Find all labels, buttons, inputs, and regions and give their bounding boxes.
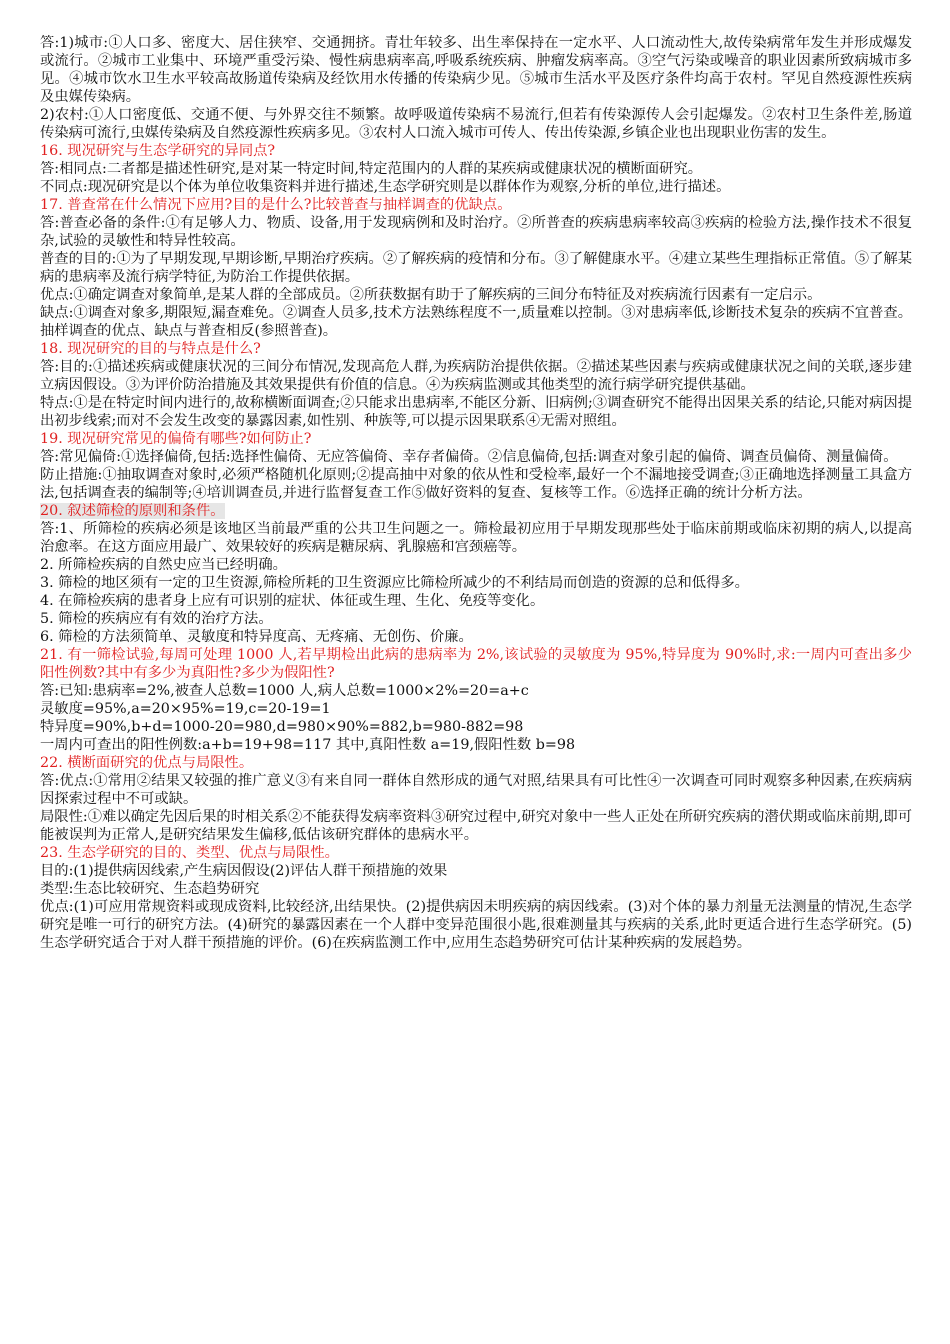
answer-paragraph: 特异度=90%,b+d=1000-20=980,d=980×90%=882,b=980-882=98	[40, 719, 524, 735]
answer-paragraph: 答:1)城市:①人口多、密度大、居住狭窄、交通拥挤。青壮年较多、出生率保持在一定水平、人口流动性大,故传染病常年发生并形成爆发或流行。②城市工业集中、环境严重受污染、慢性病患病率高,呼吸系统疾病、肿瘤发病率高。③空气污染或噪音的职业因素所致病城市多见。④城市饮水卫生水平较高故肠道传染病及经饮用水传播的传染病少见。⑤城市生活水平及医疗条件均高于农村。罕见自然疫源性疾病及虫媒传染病。	[40, 35, 912, 105]
answer-paragraph: 答:目的:①描述疾病或健康状况的三间分布情况,发现高危人群,为疾病防治提供依据。②描述某些因素与疾病或健康状况之间的关联,逐步建立病因假设。③为评价防治措施及其效果提供有价值的信息。④为疾病监测或其他类型的流行病学研究提供基础。	[40, 359, 912, 393]
question-heading: 17. 普查常在什么情况下应用?目的是什么?比较普查与抽样调查的优缺点。	[40, 197, 512, 213]
answer-paragraph: 普查的目的:①为了早期发现,早期诊断,早期治疗疾病。②了解疾病的疫情和分布。③了解健康水平。④建立某些生理指标正常值。⑤了解某病的患病率及流行病学特征,为防治工作提供依据。	[40, 251, 912, 285]
answer-paragraph: 2. 所筛检疾病的自然史应当已经明确。	[40, 557, 287, 573]
answer-paragraph: 2)农村:①人口密度低、交通不便、与外界交往不频繁。故呼吸道传染病不易流行,但若有传染源传人会引起爆发。②农村卫生条件差,肠道传染病可流行,虫媒传染病及自然疫源性疾病多见。③农村人口流入城市可传人、传出传染源,乡镇企业也出现职业伤害的发生。	[40, 107, 912, 141]
answer-paragraph: 优点:(1)可应用常规资料或现成资料,比较经济,出结果快。(2)提供病因未明疾病的病因线索。(3)对个体的暴力剂量无法测量的情况,生态学研究是唯一可行的研究方法。(4)研究的暴露因素在一个人群中变异范围很小匙,很难测量其与疾病的关系,此时更适合进行生态学研究。(5)生态学研究适合于对人群干预措施的评价。(6)在疾病监测工作中,应用生态趋势研究可估计某种疾病的发展趋势。	[40, 899, 912, 951]
question-heading: 19. 现况研究常见的偏倚有哪些?如何防止?	[40, 431, 312, 447]
answer-paragraph: 特点:①是在特定时间内进行的,故称横断面调查;②只能求出患病率,不能区分新、旧病例;③调查研究不能得出因果关系的结论,只能对病因提出初步线索;而对不会发生改变的暴露因素,如性别、种族等,可以提示因果联系④无需对照组。	[40, 395, 912, 429]
question-heading: 16. 现况研究与生态学研究的异同点?	[40, 143, 276, 159]
document-page	[40, 34, 912, 952]
answer-paragraph: 答:已知:患病率=2%,被查人总数=1000 人,病人总数=1000×2%=20=a+c	[40, 683, 529, 699]
question-heading: 18. 现况研究的目的与特点是什么?	[40, 341, 261, 357]
answer-paragraph: 局限性:①难以确定先因后果的时相关系②不能获得发病率资料③研究过程中,研究对象中一些人正处在所研究疾病的潜伏期或临床前期,即可能被误判为正常人,是研究结果发生偏移,低估该研究群体的患病水平。	[40, 809, 912, 843]
answer-paragraph: 优点:①确定调查对象简单,是某人群的全部成员。②所获数据有助于了解疾病的三间分布特征及对疾病流行因素有一定启示。	[40, 287, 822, 303]
answer-paragraph: 灵敏度=95%,a=20×95%=19,c=20-19=1	[40, 701, 331, 717]
question-heading: 23. 生态学研究的目的、类型、优点与局限性。	[40, 845, 339, 861]
answer-paragraph: 5. 筛检的疾病应有有效的治疗方法。	[40, 611, 273, 627]
answer-paragraph: 6. 筛检的方法须简单、灵敏度和特异度高、无疼痛、无创伤、价廉。	[40, 629, 473, 645]
answer-paragraph: 防止措施:①抽取调查对象时,必须严格随机化原则;②提高抽中对象的依从性和受检率,最好一个不漏地接受调查;③正确地选择测量工具盒方法,包括调查表的编制等;④培训调查员,并进行监督复查工作⑤做好资料的复查、复核等工作。⑥选择正确的统计分析方法。	[40, 467, 912, 501]
question-heading: 22. 横断面研究的优点与局限性。	[40, 755, 254, 771]
answer-paragraph: 答:常见偏倚:①选择偏倚,包括:选择性偏倚、无应答偏倚、幸存者偏倚。②信息偏倚,包括:调查对象引起的偏倚、调查员偏倚、测量偏倚。	[40, 449, 898, 465]
answer-paragraph: 目的:(1)提供病因线索,产生病因假设(2)评估人群干预措施的效果	[40, 863, 448, 879]
answer-paragraph: 答:优点:①常用②结果又较强的推广意义③有来自同一群体自然形成的通气对照,结果具有可比性④一次调查可同时观察多种因素,在疾病病因探索过程中不可或缺。	[40, 773, 912, 807]
highlighted-heading-text: 20. 叙述筛检的原则和条件。	[40, 503, 225, 519]
answer-paragraph: 类型:生态比较研究、生态趋势研究	[40, 881, 260, 897]
question-heading	[40, 502, 912, 520]
answer-paragraph: 4. 在筛检疾病的患者身上应有可识别的症状、体征或生理、生化、免疫等变化。	[40, 593, 545, 609]
question-heading: 21. 有一筛检试验,每周可处理 1000 人,若早期检出此病的患病率为 2%,该试验的灵敏度为 95%,特异度为 90%时,求:一周内可查出多少阳性例数?其中有多少为真阳性?多少为假阳性?	[40, 647, 912, 681]
answer-paragraph: 一周内可查出的阳性例数:a+b=19+98=117 其中,真阳性数 a=19,假阳性数 b=98	[40, 737, 576, 753]
answer-paragraph: 3. 筛检的地区须有一定的卫生资源,筛检所耗的卫生资源应比筛检所减少的不利结局而创造的资源的总和低得多。	[40, 575, 749, 591]
answer-paragraph: 不同点:现况研究是以个体为单位收集资料并进行描述,生态学研究则是以群体作为观察,分析的单位,进行描述。	[40, 179, 731, 195]
answer-paragraph: 答:普查必备的条件:①有足够人力、物质、设备,用于发现病例和及时治疗。②所普查的疾病患病率较高③疾病的检验方法,操作技术不很复杂,试验的灵敏性和特异性较高。	[40, 215, 912, 249]
answer-paragraph: 答:1、所筛检的疾病必须是该地区当前最严重的公共卫生问题之一。筛检最初应用于早期发现那些处于临床前期或临床初期的病人,以提高治愈率。在这方面应用最广、效果较好的疾病是糖尿病、乳腺癌和宫颈癌等。	[40, 521, 912, 555]
answer-paragraph: 答:相同点:二者都是描述性研究,是对某一特定时间,特定范围内的人群的某疾病或健康状况的横断面研究。	[40, 161, 703, 177]
answer-paragraph: 缺点:①调查对象多,期限短,漏查难免。②调查人员多,技术方法熟练程度不一,质量难以控制。③对患病率低,诊断技术复杂的疾病不宜普查。抽样调查的优点、缺点与普查相反(参照普查)。	[40, 305, 912, 339]
